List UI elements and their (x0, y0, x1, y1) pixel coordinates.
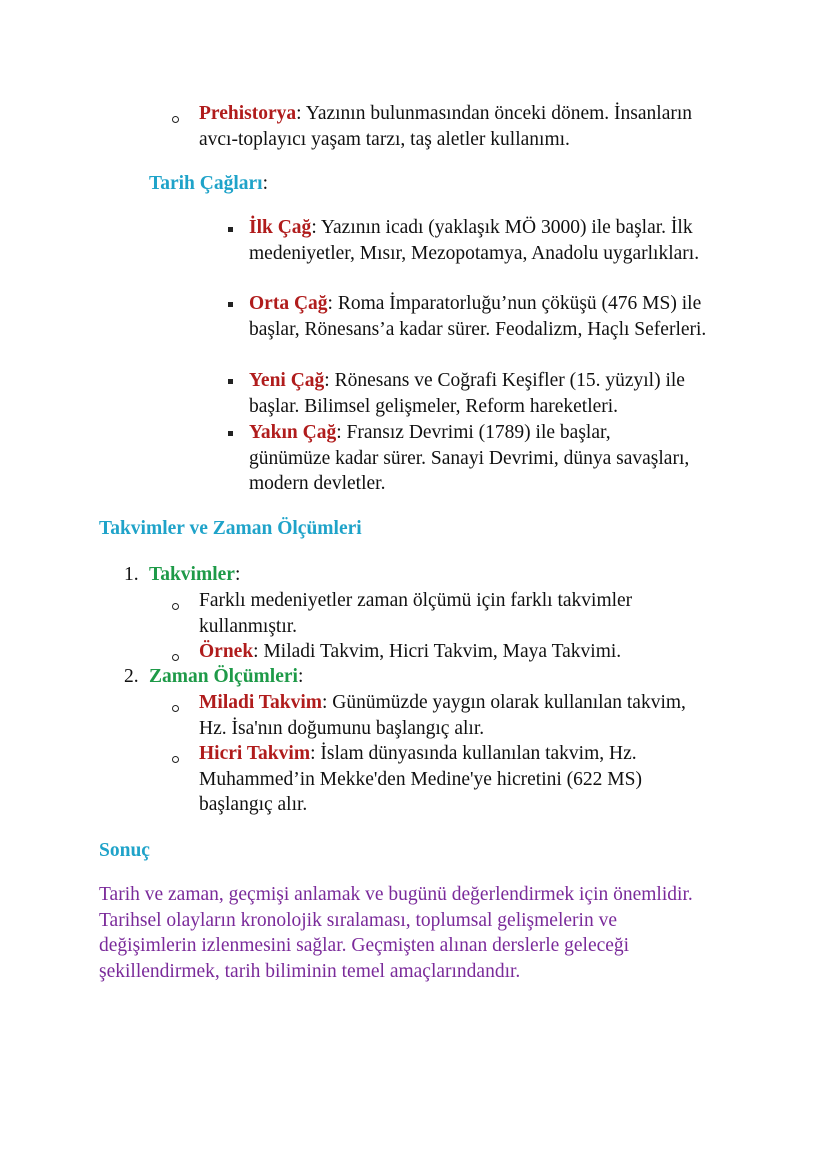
sonuc-paragraph: Tarih ve zaman, geçmişi anlamak ve bugünü değerlendirmek için önemlidir. Tarihsel olayların kronolojik sıralaması, toplumsal gelişmelerin ve değişimlerin izlenmesini sağlar. Geçmişten alınan derslerle geleceği şekillendirmek, tarih biliminin temel amaçlarındandır. (99, 884, 693, 982)
tarih-caglari-heading (149, 171, 268, 197)
era-term: Orta Çağ (249, 293, 328, 314)
square-bullet-icon (228, 302, 233, 307)
list-title-colon: : (234, 564, 241, 585)
sub-item (199, 690, 699, 741)
tarih-caglari-title: Tarih Çağları (149, 173, 263, 194)
list-title-takvimler (149, 562, 240, 588)
circle-bullet-icon (172, 705, 179, 712)
sub-item-term: Hicri Takvim (199, 743, 311, 764)
square-bullet-icon (228, 431, 233, 436)
circle-bullet-icon (172, 116, 179, 123)
sub-item (199, 588, 714, 639)
list-number: 2. (124, 666, 139, 687)
list-number: 1. (124, 564, 139, 585)
era-item-ilk-cag (249, 215, 739, 266)
era-text: : Roma İmparatorluğu’nun çöküşü (476 MS) ile başlar, Rönesans’a kadar sürer. Feodalizm, Haçlı Seferleri. (249, 293, 707, 340)
era-term: Yakın Çağ (249, 422, 337, 443)
circle-bullet-icon (172, 603, 179, 610)
era-text: : Rönesans ve Coğrafi Keşifler (15. yüzyıl) ile başlar. Bilimsel gelişmeler, Reform hareketleri. (249, 370, 685, 417)
sub-item-term: Miladi Takvim (199, 692, 322, 713)
circle-bullet-icon (172, 654, 179, 661)
prehistory-term: Prehistorya (199, 103, 297, 124)
square-bullet-icon (228, 379, 233, 384)
prehistory-text: : Yazının bulunmasından önceki dönem. İnsanların avcı-toplayıcı yaşam tarzı, taş aletler kullanımı. (199, 103, 693, 150)
list-title-zaman-olcumleri (149, 664, 303, 690)
tarih-caglari-colon: : (262, 173, 269, 194)
era-text: : Yazının icadı (yaklaşık MÖ 3000) ile başlar. İlk medeniyetler, Mısır, Mezopotamya, Anadolu uygarlıkları. (249, 217, 700, 264)
sub-item (199, 639, 729, 665)
list-title: Takvimler (149, 564, 235, 585)
era-item-yakin-cag (249, 420, 694, 497)
sub-item-text: : Günümüzde yaygın olarak kullanılan takvim, Hz. İsa'nın doğumunu başlangıç alır. (199, 692, 686, 739)
era-term: İlk Çağ (249, 217, 312, 238)
sub-item-term: Örnek (199, 641, 254, 662)
era-item-yeni-cag (249, 368, 739, 419)
list-title: Zaman Ölçümleri (149, 666, 298, 687)
era-item-orta-cag (249, 291, 719, 342)
sub-item-text: : Miladi Takvim, Hicri Takvim, Maya Takvimi. (253, 641, 622, 662)
square-bullet-icon (228, 227, 233, 232)
era-text: : Fransız Devrimi (1789) ile başlar, günümüze kadar sürer. Sanayi Devrimi, dünya savaşları, modern devletler. (249, 422, 690, 494)
circle-bullet-icon (172, 756, 179, 763)
sub-item (199, 741, 719, 818)
sub-item-text: Farklı medeniyetler zaman ölçümü için farklı takvimler kullanmıştır. (199, 590, 633, 637)
era-term: Yeni Çağ (249, 370, 325, 391)
sub-item-text: : İslam dünyasında kullanılan takvim, Hz. Muhammed’in Mekke'den Medine'ye hicretini (622 MS) başlangıç alır. (199, 743, 642, 815)
prehistory-item (199, 101, 729, 152)
takvimler-section-heading: Takvimler ve Zaman Ölçümleri (99, 518, 362, 539)
sonuc-heading: Sonuç (99, 840, 150, 861)
list-title-colon: : (297, 666, 304, 687)
